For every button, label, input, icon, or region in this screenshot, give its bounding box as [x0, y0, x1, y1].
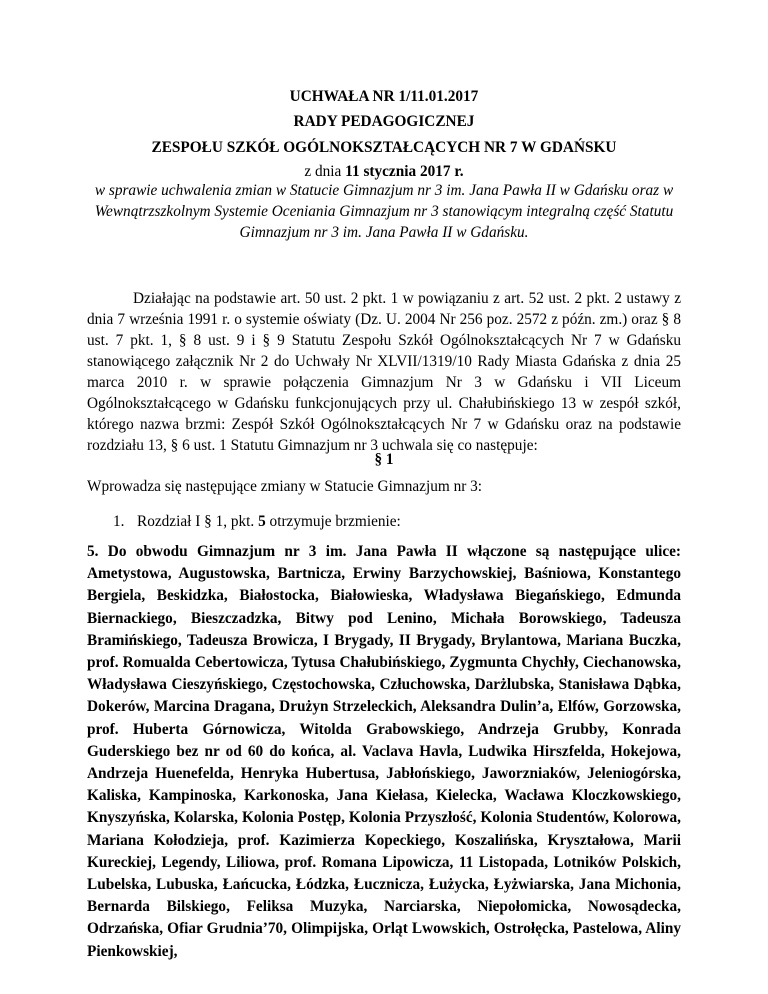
legal-basis-paragraph: Działając na podstawie art. 50 ust. 2 pkt. 1 w powiązaniu z art. 52 ust. 2 pkt. 2 ustawy z dnia 7 września 1991 r. o systemie oświaty (Dz. U. 2004 Nr 256 poz. 2572 z późn. zm.) oraz § 8 ust. 7 pkt. 1, § 8 ust. 9 i § 9 Statutu Zespołu Szkół Ogólnokształcących Nr 7 w Gdańsku stanowiącego załącznik Nr 2 do Uchwały Nr XLVII/1319/10 Rady Miasta Gdańska z dnia 25 marca 2010 r. w sprawie połączenia Gimnazjum Nr 3 w Gdańsku i VII Liceum Ogólnokształcącego w Gdańsku funkcjonujących przy ul. Chałubińskiego 13 w zespół szkół, którego nazwa brzmi: Zespół Szkół Ogólnokształcących Nr 7 w Gdańsku oraz na podstawie rozdziału 13, § 6 ust. 1 Statutu Gimnazjum nr 3 uchwala się co następuje:: [87, 290, 681, 454]
resolution-date: [87, 163, 681, 181]
list-item-text-prefix: Rozdział I § 1, pkt.: [137, 513, 259, 530]
resolution-subject: w sprawie uchwalenia zmian w Statucie Gimnazjum nr 3 im. Jana Pawła II w Gdańsku oraz w Wewnątrzszkolnym Systemie Oceniania Gimnazjum nr 3 stanowiącym integralną część Statutu Gimnazjum nr 3 im. Jana Pawła II w Gdańsku.: [94, 182, 674, 241]
list-item-point: 5: [258, 513, 266, 530]
date-prefix: z dnia: [304, 163, 346, 180]
resolution-number: UCHWAŁA NR 1/11.01.2017: [289, 88, 479, 105]
section-intro: Wprowadza się następujące zmiany w Statucie Gimnazjum nr 3:: [87, 478, 483, 495]
council-name: RADY PEDAGOGICZNEJ: [293, 113, 475, 130]
date-value: 11 stycznia 2017 r.: [345, 163, 464, 180]
list-item-text-suffix: otrzymuje brzmienie:: [265, 513, 401, 530]
school-name: ZESPOŁU SZKÓŁ OGÓLNOKSZTAŁCĄCYCH NR 7 W GDAŃSKU: [151, 139, 617, 156]
list-item: [113, 513, 401, 531]
section-heading: § 1: [374, 451, 394, 468]
list-item-number: 1.: [113, 513, 125, 530]
streets-paragraph: 5. Do obwodu Gimnazjum nr 3 im. Jana Pawła II włączone są następujące ulice: Ametystowa, Augustowska, Bartnicza, Erwiny Barzychowskiej, Baśniowa, Konstantego Bergiela, Beskidzka, Białostocka, Białowieska, Władysława Biegańskiego, Edmunda Biernackiego, Bieszczadzka, Bitwy pod Lenino, Michała Borowskiego, Tadeusza Bramińskiego, Tadeusza Browicza, I Brygady, II Brygady, Brylantowa, Mariana Buczka, prof. Romualda Cebertowicza, Tytusa Chałubińskiego, Zygmunta Chychły, Ciechanowska, Władysława Cieszyńskiego, Częstochowska, Człuchowska, Darżlubska, Stanisława Dąbka, Dokerów, Marcina Dragana, Drużyn Strzeleckich, Aleksandra Dulin’a, Elfów, Gorzowska, prof. Huberta Górnowicza, Witolda Grabowskiego, Andrzeja Grubby, Konrada Guderskiego bez nr od 60 do końca, al. Vaclava Havla, Ludwika Hirszfelda, Hokejowa, Andrzeja Huenefelda, Henryka Hubertusa, Jabłońskiego, Jaworzniaków, Jeleniogórska, Kaliska, Kampinoska, Karkonoska, Jana Kiełasa, Kielecka, Wacława Kloczkowskiego, Knyszyńska, Kolarska, Kolonia Postęp, Kolonia Przyszłość, Kolonia Studentów, Kolorowa, Mariana Kołodzieja, prof. Kazimierza Kopeckiego, Koszalińska, Kryształowa, Marii Kureckiej, Legendy, Liliowa, prof. Romana Lipowicza, 11 Listopada, Lotników Polskich, Lubelska, Lubuska, Łańcucka, Łódzka, Łucznicza, Łużycka, Łyżwiarska, Jana Michonia, Bernarda Bilskiego, Feliksa Muzyka, Narciarska, Niepołomicka, Nowosądecka, Odrzańska, Ofiar Grudnia’70, Olimpijska, Orląt Lwowskich, Ostrołęcka, Pastelowa, Aliny Pienkowskiej,: [87, 543, 681, 960]
